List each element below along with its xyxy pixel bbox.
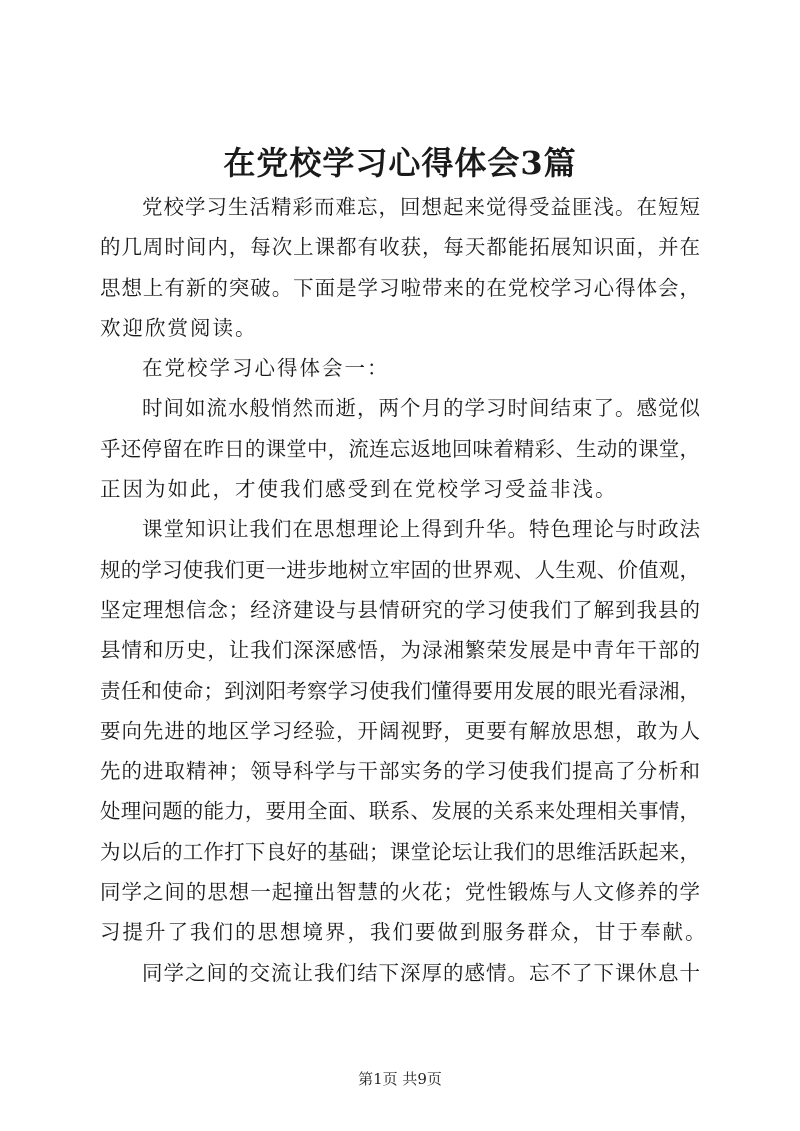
text-line: 规的学习使我们更一进步地树立牢固的世界观、人生观、价值观， [100, 557, 700, 582]
paragraph [100, 509, 708, 952]
document-title: 在党校学习心得体会3篇 [223, 144, 577, 182]
paragraph [100, 388, 700, 509]
document-body [100, 187, 708, 993]
text-line: 责任和使命；到浏阳考察学习使我们懂得要用发展的眼光看渌湘， [100, 678, 700, 703]
paragraph [100, 953, 700, 993]
text-line: 同学之间的思想一起撞出智慧的火花；党性锻炼与人文修养的学 [100, 880, 700, 905]
text-line: 党校学习生活精彩而难忘，回想起来觉得受益匪浅。在短短 [142, 195, 700, 219]
page-footer: 第1页 共9页 [358, 1070, 442, 1088]
text-line: 课堂知识让我们在思想理论上得到升华。特色理论与时政法 [142, 517, 700, 542]
text-line: 同学之间的交流让我们结下深厚的感情。忘不了下课休息十 [142, 960, 700, 985]
text-line: 先的进取精神；领导科学与干部实务的学习使我们提高了分析和 [100, 759, 700, 784]
text-line: 为以后的工作打下良好的基础；课堂论坛让我们的思维活跃起来， [100, 839, 700, 864]
text-line: 的几周时间内，每次上课都有收获，每天都能拓展知识面，并在 [100, 235, 700, 260]
text-line: 处理问题的能力，要用全面、联系、发展的关系来处理相关事情， [100, 799, 700, 824]
text-line: 思想上有新的突破。下面是学习啦带来的在党校学习心得体会， [100, 275, 700, 300]
text-line: 要向先进的地区学习经验，开阔视野，更要有解放思想，敢为人 [100, 718, 700, 743]
text-line: 欢迎欣赏阅读。 [100, 315, 258, 340]
text-line: 乎还停留在昨日的课堂中，流连忘返地回味着精彩、生动的课堂， [100, 436, 700, 461]
text-line: 坚定理想信念；经济建设与县情研究的学习使我们了解到我县的 [100, 597, 700, 622]
paragraph [100, 348, 700, 388]
paragraph [100, 187, 700, 348]
text-line: 县情和历史，让我们深深感悟，为渌湘繁荣发展是中青年干部的 [100, 638, 700, 663]
text-line: 正因为如此，才使我们感受到在党校学习受益非浅。 [100, 477, 618, 502]
text-line: 时间如流水般悄然而逝，两个月的学习时间结束了。感觉似 [142, 396, 700, 421]
text-line: 习提升了我们的思想境界，我们要做到服务群众，甘于奉献。 [100, 920, 708, 945]
text-line: 在党校学习心得体会一： [142, 356, 390, 381]
